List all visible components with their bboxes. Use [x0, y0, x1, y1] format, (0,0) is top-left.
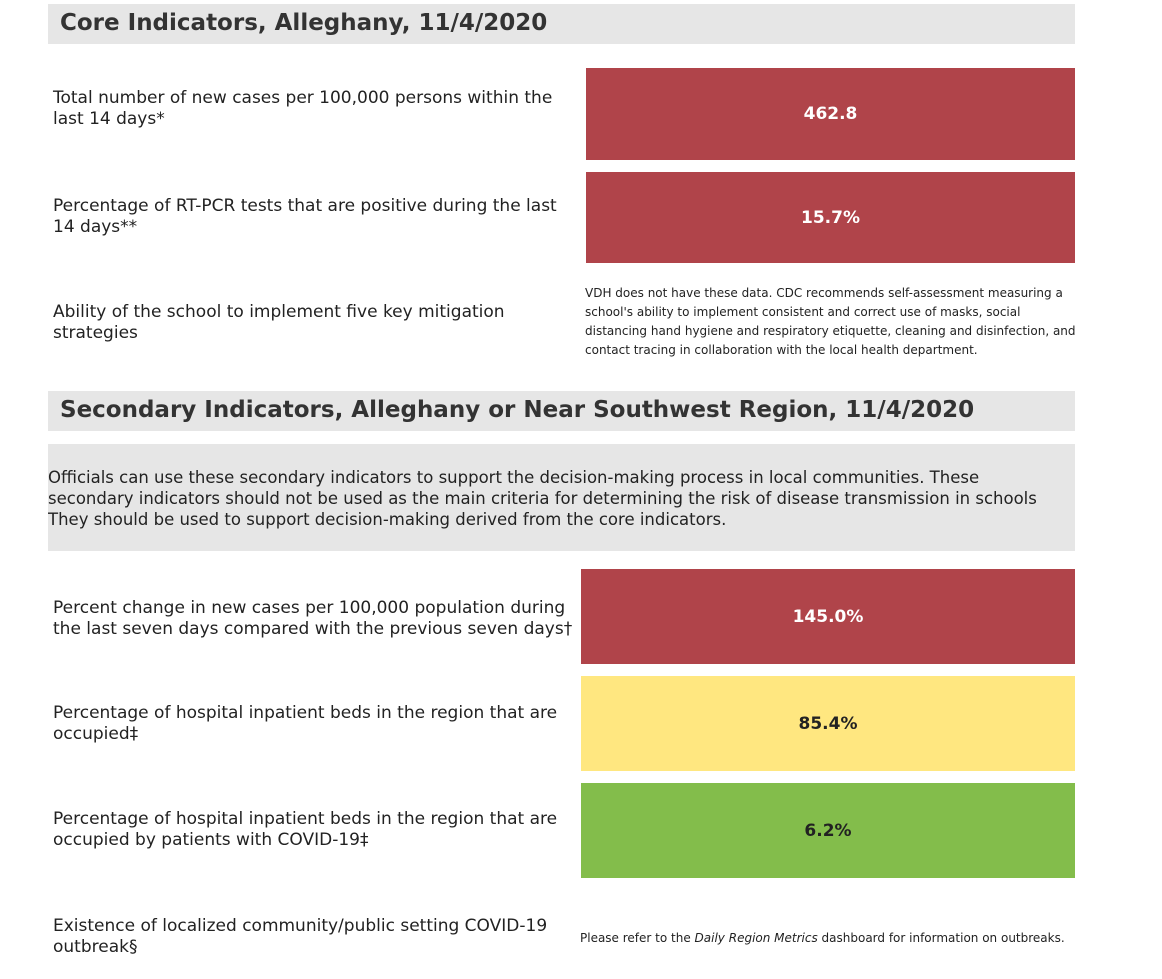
secondary-row-label-covid-beds: Percentage of hospital inpatient beds in the region that are occupied by patients with COVID-19‡: [53, 809, 558, 850]
explanation-line-3: They should be used to support decision-making derived from the core indicators.: [48, 510, 727, 529]
secondary-row-label-beds-occupied: Percentage of hospital inpatient beds in the region that are occupied‡: [53, 703, 558, 744]
secondary-value-beds-occupied: 85.4%: [581, 676, 1075, 771]
secondary-row-label-percent-change: Percent change in new cases per 100,000 population during the last seven days compared with the previous seven days†: [53, 597, 573, 639]
outbreak-note-post: dashboard for information on outbreaks.: [817, 931, 1065, 945]
explanation-line-2: secondary indicators should not be used as the main criteria for determining the risk of disease transmission in schools: [48, 489, 1037, 508]
core-row-label-new-cases: Total number of new cases per 100,000 persons within the last 14 days*: [53, 88, 553, 129]
core-row-label-positivity: Percentage of RT-PCR tests that are positive during the last 14 days**: [53, 196, 557, 237]
secondary-explanation: [48, 444, 1075, 551]
secondary-value-percent-change: 145.0%: [581, 569, 1075, 664]
core-note-mitigation: VDH does not have these data. CDC recommends self-assessment measuring a school's ability to implement consistent and correct use of masks, social distancing hand hygiene and respiratory etiquette, cleaning and disinfection, and contact tracing in collaboration with the local health department.: [585, 286, 1076, 357]
daily-region-metrics-reference: Daily Region Metrics: [694, 931, 818, 945]
core-row-label-mitigation: Ability of the school to implement five key mitigation strategies: [53, 302, 505, 343]
core-indicators-header: Core Indicators, Alleghany, 11/4/2020: [48, 4, 1075, 44]
secondary-value-covid-beds: 6.2%: [581, 783, 1075, 878]
outbreak-note-pre: Please refer to the: [580, 931, 695, 945]
secondary-indicators-header: Secondary Indicators, Alleghany or Near Southwest Region, 11/4/2020: [48, 391, 1075, 431]
core-value-new-cases: 462.8: [586, 68, 1075, 160]
secondary-note-outbreak: [580, 929, 1080, 949]
explanation-line-1: Officials can use these secondary indicators to support the decision-making process in local communities. These: [48, 468, 980, 487]
core-value-positivity: 15.7%: [586, 172, 1075, 263]
secondary-row-label-outbreak: Existence of localized community/public setting COVID-19 outbreak§: [53, 916, 548, 957]
